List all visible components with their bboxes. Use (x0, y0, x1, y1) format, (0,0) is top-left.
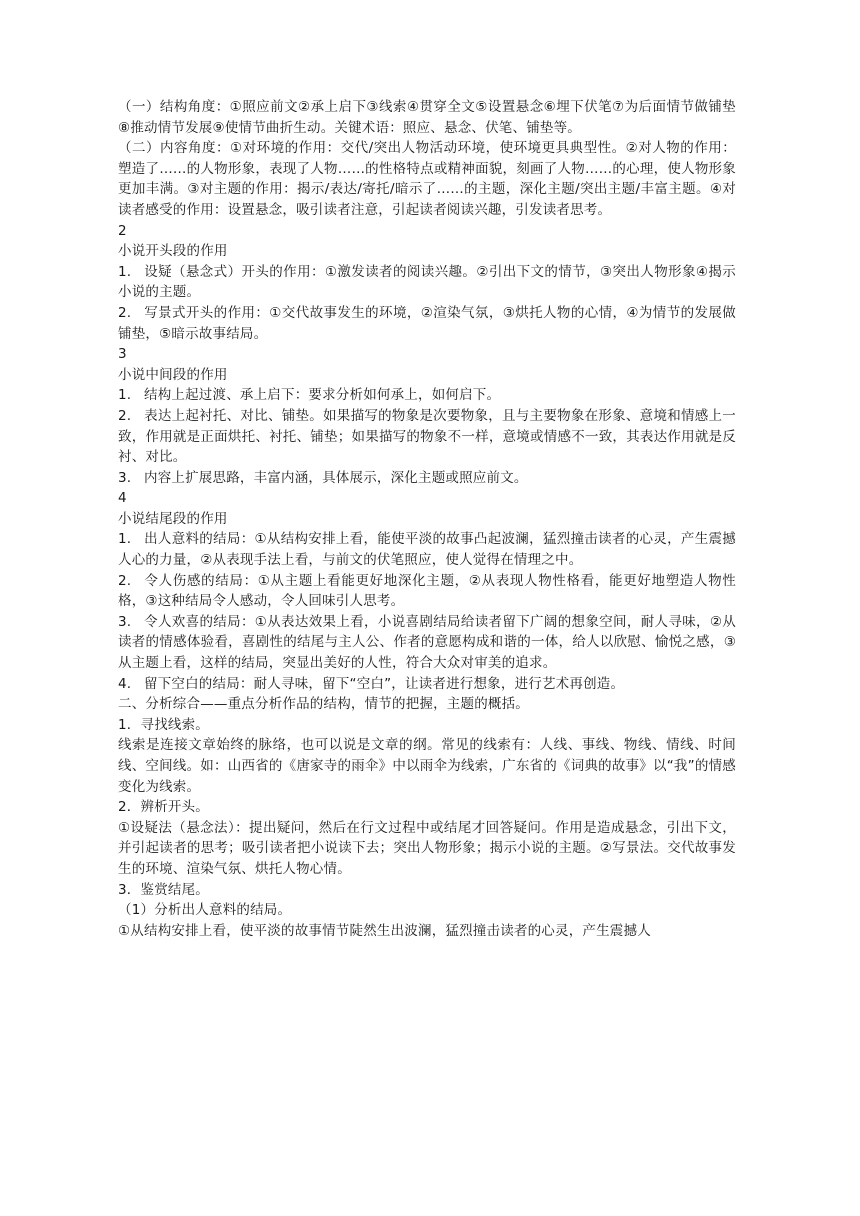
subheading: 2．辨析开头。 (118, 799, 209, 816)
paragraph-opening: ①设疑法（悬念法）：提出疑问，然后在行文过程中或结尾才回答疑问。作用是造成悬念，引出下文，并引起读者的思考；吸引读者把小说读下去；突出人物形象；揭示小说的主题。②写景法。交代故事发生的环境、渲染气氛、烘托人物心情。 (118, 819, 736, 877)
paragraph-clue: 线索是连接文章始终的脉络，也可以说是文章的纲。常见的线索有：人线、事线、物线、情线、时间线、空间线。如：山西省的《唐家寺的雨伞》中以雨伞为线索，广东省的《词典的故事》以“我”的情感变化为线索。 (118, 737, 736, 795)
list-item (118, 303, 736, 344)
paragraph-structure-angle: （一）结构角度：①照应前文②承上启下③线索④贯穿全文⑤设置悬念⑥埋下伏笔⑦为后面情节做铺垫⑧推动情节发展⑨使情节曲折生动。关键术语：照应、悬念、伏笔、铺垫等。 (118, 99, 736, 136)
paragraph-content-angle: （二）内容角度：①对环境的作用：交代/突出人物活动环境，使环境更具典型性。②对人物的作用：塑造了……的人物形象，表现了人物……的性格特点或精神面貌，刻画了人物……的心理，使人物形象更加丰满。③对主题的作用：揭示/表达/寄托/暗示了……的主题，深化主题/突出主题/丰富主题。④对读者感受的作用：设置悬念，吸引读者注意，引起读者阅读兴趣，引发读者思考。 (118, 140, 736, 218)
item-number: 3. (118, 469, 132, 486)
item-number: 2. (118, 572, 132, 589)
subheading: 3．鉴赏结尾。 (118, 881, 209, 898)
document-page (118, 97, 736, 941)
item-text: 内容上扩展思路，丰富内涵，具体展示，深化主题或照应前文。 (144, 469, 528, 486)
section-heading: 小说结尾段的作用 (118, 510, 228, 527)
list-item (118, 612, 736, 674)
part-heading: 二、分析综合——重点分析作品的结构，情节的把握，主题的概括。 (118, 696, 529, 713)
item-text: 写景式开头的作用：①交代故事发生的环境，②渲染气氛，③烘托人物的心情，④为情节的发展做铺垫，⑤暗示故事结局。 (118, 304, 736, 342)
subheading: 1．寻找线索。 (118, 716, 209, 733)
item-number: 2. (118, 304, 132, 321)
item-text: 结构上起过渡、承上启下：要求分析如何承上，如何启下。 (144, 387, 501, 404)
item-text: 表达上起衬托、对比、铺垫。如果描写的物象是次要物象，且与主要物象在形象、意境和情感上一致，作用就是正面烘托、衬托、铺垫；如果描写的物象不一样，意境或情感不一致，其表达作用就是反衬、对比。 (118, 407, 736, 466)
item-text: 令人伤感的结局：①从主题上看能更好地深化主题，②从表现人物性格看，能更好地塑造人物性格，③这种结局令人感动，令人回味引人思考。 (118, 572, 736, 610)
paragraph-ending: ①从结构安排上看，使平淡的故事情节陡然生出波澜，猛烈撞击读者的心灵，产生震撼人 (118, 922, 651, 939)
list-item (118, 529, 736, 570)
subheading-item: （1）分析出人意料的结局。 (118, 902, 292, 919)
list-item (118, 406, 736, 468)
item-number: 3. (118, 613, 132, 630)
item-number: 4. (118, 675, 132, 692)
list-item (118, 468, 736, 489)
section-heading: 小说中间段的作用 (118, 366, 228, 383)
item-number: 2. (118, 407, 132, 424)
list-item (118, 385, 736, 406)
item-text: 留下空白的结局：耐人寻味，留下“空白”，让读者进行想象，进行艺术再创造。 (144, 675, 625, 692)
item-number: 1. (118, 387, 132, 404)
section-number: 2 (118, 222, 127, 239)
section-heading: 小说开头段的作用 (118, 243, 228, 260)
list-item (118, 674, 736, 695)
section-number: 4 (118, 490, 127, 507)
item-text: 设疑（悬念式）开头的作用：①激发读者的阅读兴趣。②引出下文的情节，③突出人物形象④揭示小说的主题。 (118, 263, 736, 301)
item-text: 令人欢喜的结局：①从表达效果上看，小说喜剧结局给读者留下广阔的想象空间，耐人寻味，②从读者的情感体验看，喜剧性的结尾与主人公、作者的意愿构成和谐的一体，给人以欣慰、愉悦之感，③从主题上看，这样的结局，突显出美好的人性，符合大众对审美的追求。 (118, 613, 736, 672)
section-number: 3 (118, 346, 127, 363)
list-item (118, 571, 736, 612)
item-number: 1. (118, 263, 132, 280)
list-item (118, 262, 736, 303)
item-text: 出人意料的结局：①从结构安排上看，能使平淡的故事凸起波澜，猛烈撞击读者的心灵，产生震撼人心的力量，②从表现手法上看，与前文的伏笔照应，使人觉得在情理之中。 (118, 531, 736, 569)
item-number: 1. (118, 531, 132, 548)
